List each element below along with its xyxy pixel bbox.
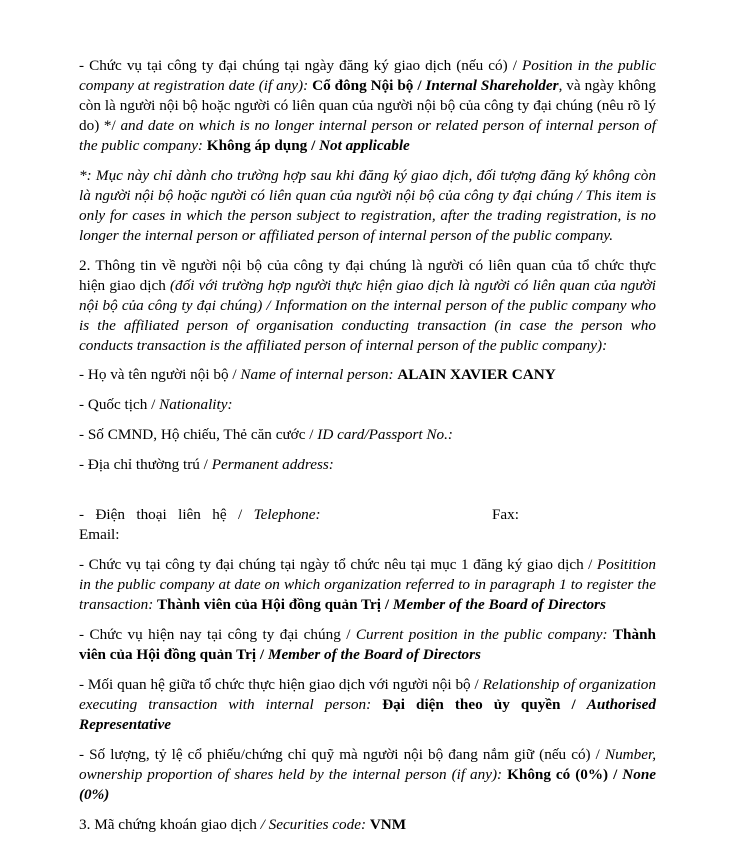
name-value: ALAIN XAVIER CANY [397,366,556,383]
position-at-org-registration: - Chức vụ tại công ty đại chúng tại ngày tổ chức nêu tại mục 1 đăng ký giao dịch / Positition in the public company at date on which organization referred to in paragraph 1 to register the transaction: Thành viên của Hội đồng quản Trị / Member of the Board of Directors [79,556,656,613]
relationship: - Mối quan hệ giữa tổ chức thực hiện giao dịch với người nội bộ / Relationship of organization executing transaction with internal person: Đại diện theo ủy quyền / Authorised Representative [79,676,656,733]
document-page [79,56,656,845]
securities-code-value: VNM [369,816,407,833]
section-3-securities-code: 3. Mã chứng khoán giao dịch / Securities code: VNM [79,816,407,833]
id-card-field: - Số CMND, Hộ chiếu, Thẻ căn cước / ID card/Passport No.: [79,426,453,443]
email-label: Email: [79,526,120,543]
not-applicable-value: Không áp dụng / Not applicable [206,137,410,154]
current-position: - Chức vụ hiện nay tại công ty đại chúng / Current position in the public company: Thành viên của Hội đồng quản Trị / Member of the Board of Directors [79,626,656,663]
contact-field: - Điện thoại liên hệ / Telephone: Fax: Email: [79,505,656,545]
position-at-registration: - Chức vụ tại công ty đại chúng tại ngày đăng ký giao dịch (nếu có) / Position in the public company at registration date (if any): Cổ đông Nội bộ / Internal Shareholder, và ngày không còn là người nội bộ hoặc người có liên quan của người nội bộ của công ty đại chúng (nêu rõ lý do) */ and date on which is no longer internal person or related person of internal person of the public company: Không áp dụng / Not applicable [79,57,657,154]
internal-person-name: - Họ và tên người nội bộ / Name of internal person: ALAIN XAVIER CANY [79,366,556,383]
fax-label: Fax: [491,506,519,523]
section-2-heading: 2. Thông tin về người nội bộ của công ty đại chúng là người có liên quan của tổ chức thực hiện giao dịch (đối với trường hợp người thực hiện giao dịch là người có liên quan của người nội bộ của công ty đại chúng) / Information on the internal person of the public company who is the affiliated person of organisation conducting transaction (in case the person who conducts transaction is the affiliated person of internal person of the public company): [79,257,656,354]
address-field: - Địa chỉ thường trú / Permanent address: [79,456,334,473]
footnote: *: Mục này chỉ dành cho trường hợp sau khi đăng ký giao dịch, đối tượng đăng ký không còn là người nội bộ hoặc người có liên quan của người nội bộ của công ty đại chúng / This item is only for cases in which the person subject to registration, after the trading registration, is no longer the internal person or affiliated person of internal person of the public company. [79,167,656,244]
position-value: Cổ đông Nội bộ / Internal Shareholder [312,77,559,94]
nationality-field: - Quốc tịch / Nationality: [79,396,233,413]
shares-held: - Số lượng, tỷ lệ cổ phiếu/chứng chỉ quỹ mà người nội bộ đang nắm giữ (nếu có) / Number, ownership proportion of shares held by the internal person (if any): Không có (0%) / None (0%) [79,746,657,803]
